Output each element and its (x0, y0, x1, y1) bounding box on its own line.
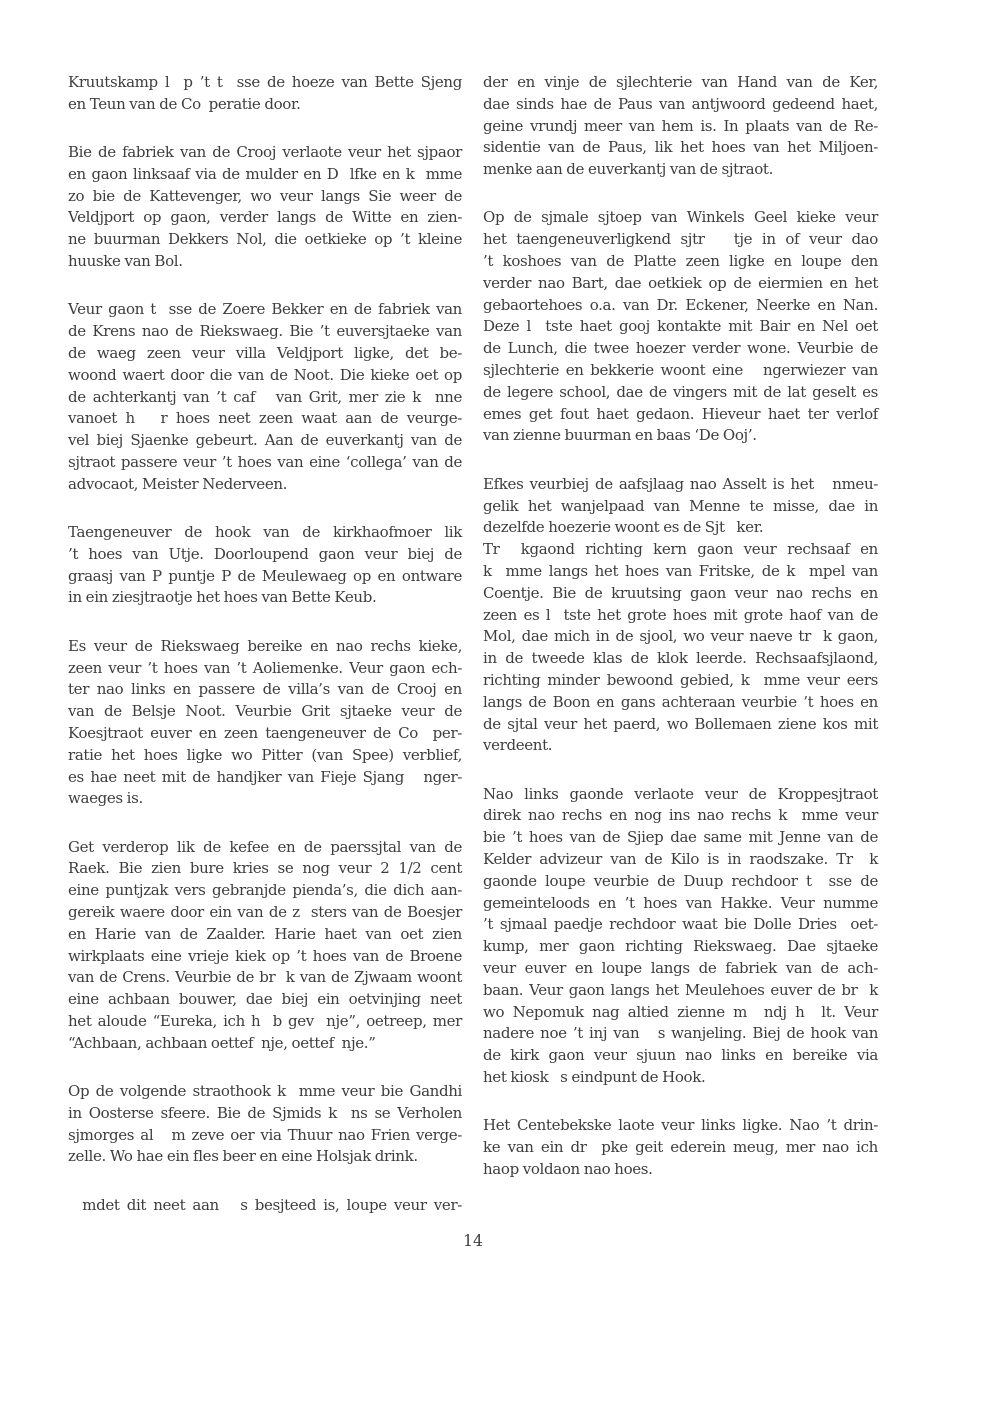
text-line: en gaon linksaaf via de mulder en D lfke en k mme (68, 164, 462, 183)
text-line: eine puntjzak vers gebranjde pienda’s, die dich aan- (68, 881, 462, 900)
text-line: nadere noe ’t inj van s wanjeling. Biej de hook van (483, 1024, 878, 1043)
text-line: ter nao links en passere de villa’s van de Crooj en (68, 680, 462, 699)
text-line: Coentje. Bie de kruutsing gaon veur nao rechs en (483, 583, 878, 602)
text-line: ’t koshoes van de Platte zeen ligke en loupe den (483, 252, 878, 271)
paragraph (483, 72, 878, 181)
text-line: sjtraot passere veur ’t hoes van eine ‘collega’ van de (68, 452, 462, 471)
text-line: ’t hoes van Utje. Doorloupend gaon veur biej de (68, 544, 462, 563)
text-line: Tr kgaond richting kern gaon veur rechsaaf en (483, 540, 878, 559)
text-line: Mol, dae mich in de sjool, wo veur naeve tr k gaon, (483, 627, 878, 646)
text-line: in Oosterse sfeere. Bie de Sjmids k ns se Verholen (68, 1103, 462, 1122)
text-line: gereik waere door ein van de z sters van de Boesjer (68, 903, 462, 921)
text-line: geine vrundj meer van hem is. In plaats van de Re- (483, 116, 878, 135)
text-line: baan. Veur gaon langs het Meulehoes euver de br k (483, 980, 878, 999)
text-line: Efkes veurbiej de aafsjlaag nao Asselt is het nmeu- (483, 474, 878, 493)
text-line: Op de volgende straothook k mme veur bie Gandhi (68, 1082, 462, 1101)
text-line: dae sinds hae de Paus van antjwoord gedeend haet, (483, 94, 878, 113)
text-line: veur euver en loupe langs de fabriek van de ach- (483, 958, 878, 977)
text-line: en Harie van de Zaalder. Harie haet van oet zien (68, 924, 462, 943)
text-line: gelik het wanjelpaad van Menne te misse, dae in (483, 496, 878, 515)
paragraph (483, 474, 878, 539)
text-line: en Teun van de Co peratie door. (68, 94, 301, 113)
text-line: Taengeneuver de hook van de kirkhaofmoer lik (68, 523, 462, 542)
paragraph (483, 207, 878, 447)
text-line: Bie de fabriek van de Crooj verlaote veur het sjpaor (68, 143, 462, 162)
text-line: het aloude “Eureka, ich h b gev nje”, oetreep, mer (68, 1011, 462, 1030)
text-line: bie ’t hoes van de Sjiep dae same mit Jenne van de (483, 828, 878, 847)
text-line: Kelder advizeur van de Kilo is in raodszake. Tr k (483, 850, 878, 868)
text-line: emes get fout haet gedaon. Hieveur haet ter verlof (483, 404, 878, 423)
paragraph (68, 837, 462, 1055)
text-line: gemeinteloods en ’t hoes van Hakke. Veur numme (483, 893, 878, 912)
text-line: de achterkantj van ’t caf van Grit, mer zie k nne (68, 387, 462, 406)
right-column (483, 72, 878, 1243)
text-line: van de Crens. Veurbie de br k van de Zjwaam woont (68, 968, 462, 987)
text-line: wirkplaats eine vrieje kiek op ’t hoes van de Broene (68, 946, 462, 965)
text-line: Het Centebekske laote veur links ligke. Nao ’t drin- (483, 1116, 878, 1135)
text-line: Es veur de Riekswaeg bereike en nao rechs kieke, (68, 636, 462, 655)
text-block (68, 72, 878, 1243)
paragraph (68, 1195, 462, 1217)
paragraph (68, 522, 462, 609)
text-line: verdeent. (483, 736, 553, 755)
text-line: de legere school, dae de vingers mit de lat geselt es (483, 382, 878, 401)
text-line: k mme langs het hoes van Fritske, de k mpel van (483, 561, 878, 580)
text-line: gaonde loupe veurbie de Duup rechdoor t sse de (483, 871, 878, 890)
text-line: zeen veur ’t hoes van ’t Aoliemenke. Veur gaon ech- (68, 658, 462, 677)
text-line: menke aan de euverkantj van de sjtraot. (483, 160, 774, 179)
text-line: langs de Boon en gans achteraan veurbie ’t hoes en (483, 692, 878, 711)
text-line: sjlechterie en bekkerie woont eine ngerwiezer van (483, 361, 878, 380)
text-line: het kiosk s eindpunt de Hook. (483, 1067, 706, 1086)
text-line: woond waert door die van de Noot. Die kieke oet op (68, 365, 462, 384)
text-line: waeges is. (68, 789, 143, 808)
text-line: direk nao rechs en nog ins nao rechs k mme veur (483, 806, 878, 825)
text-line: sidentie van de Paus, lik het hoes van het Miljoen- (483, 138, 878, 157)
text-line: eine achbaan bouwer, dae biej ein oetvinjing neet (68, 990, 462, 1009)
text-line: de kirk gaon veur sjuun nao links en bereike via (483, 1046, 878, 1065)
text-line: der en vinje de sjlechterie van Hand van de Ker, (483, 73, 878, 91)
left-column (68, 72, 462, 1243)
paragraph (483, 539, 878, 757)
text-line: gebaortehoes o.a. van Dr. Eckener, Neerke en Nan. (483, 295, 878, 314)
paragraph (483, 784, 878, 1089)
text-line: de Krens nao de Riekswaeg. Bie ’t euversjtaeke van (68, 322, 462, 341)
text-line: vanoet h r hoes neet zeen waat aan de veurge- (68, 409, 462, 428)
text-line: advocaot, Meister Nederveen. (68, 474, 288, 493)
text-line: Nao links gaonde verlaote veur de Kroppesjtraot (483, 784, 878, 803)
paragraph (483, 1115, 878, 1180)
text-line: Raek. Bie zien bure kries se nog veur 2 1/2 cent (68, 859, 462, 878)
paragraph (68, 299, 462, 495)
text-line: verder nao Bart, dae oetkiek op de eiermien en het (483, 273, 878, 292)
paragraph (68, 1081, 462, 1168)
text-line: in de tweede klas de klok leerde. Rechsaafsjlaond, (483, 649, 878, 668)
text-line: wo Nepomuk nag altied zienne m ndj h lt. Veur (483, 1002, 878, 1021)
text-line: huuske van Bol. (68, 252, 183, 271)
text-line: Get verderop lik de kefee en de paerssjtal van de (68, 837, 462, 856)
page-number: 14 (463, 1232, 483, 1250)
text-line: Deze l tste haet gooj kontakte mit Bair en Nel oet (483, 317, 878, 336)
text-line: richting minder bewoond gebied, k mme veur eers (483, 670, 878, 689)
text-line: mdet dit neet aan s besjteed is, loupe veur ver- (68, 1195, 462, 1214)
text-line: zo bie de Kattevenger, wo veur langs Sie weer de (68, 186, 462, 205)
text-line: ne buurman Dekkers Nol, die oetkieke op ’t kleine (68, 230, 462, 249)
text-line: zeen es l tste het grote hoes mit grote haof van de (483, 605, 878, 624)
text-line: Veur gaon t sse de Zoere Bekker en de fabriek van (68, 300, 462, 319)
text-line: van zienne buurman en baas ‘De Ooj’. (483, 426, 757, 445)
paragraph (68, 142, 462, 273)
text-line: de waeg zeen veur villa Veldjport ligke, det be- (68, 343, 462, 362)
text-line: van de Belsje Noot. Veurbie Grit sjtaeke veur de (68, 702, 462, 721)
text-line: ke van ein dr pke geit ederein meug, mer nao ich (483, 1138, 878, 1157)
text-line: in ein ziesjtraotje het hoes van Bette Keub. (68, 588, 377, 607)
text-line: Veldjport op gaon, verder langs de Witte en zien- (68, 208, 462, 227)
text-line: “Achbaan, achbaan oettef nje, oettef nje.” (68, 1033, 376, 1052)
text-line: de sjtal veur het paerd, wo Bollemaen ziene kos mit (483, 714, 878, 733)
text-line: Kruutskamp l p ’t t sse de hoeze van Bette Sjeng (68, 73, 462, 91)
text-line: graasj van P puntje P de Meulewaeg op en ontware (68, 566, 462, 585)
text-line: kump, mer gaon richting Riekswaeg. Dae sjtaeke (483, 937, 878, 956)
text-line: het taengeneuverligkend sjtr tje in of veur dao (483, 230, 878, 249)
text-line: haop voldaon nao hoes. (483, 1159, 653, 1178)
text-line: es hae neet mit de handjker van Fieje Sjang nger- (68, 767, 462, 786)
text-line: ratie het hoes ligke wo Pitter (van Spee) verblief, (68, 745, 462, 764)
text-line: de Lunch, die twee hoezer verder wone. Veurbie de (483, 339, 878, 358)
paragraph (68, 636, 462, 810)
text-line: Koesjtraot euver en zeen taengeneuver de Co per- (68, 723, 462, 742)
text-line: dezelfde hoezerie woont es de Sjt ker. (483, 518, 764, 537)
text-line: sjmorges al m zeve oer via Thuur nao Frien verge- (68, 1125, 462, 1144)
text-line: Op de sjmale sjtoep van Winkels Geel kieke veur (483, 208, 878, 227)
text-line: vel biej Sjaenke gebeurt. Aan de euverkantj van de (68, 431, 462, 450)
text-line: zelle. Wo hae ein fles beer en eine Holsjak drink. (68, 1147, 418, 1166)
text-line: ’t sjmaal paedje rechdoor waat bie Dolle Dries oet- (483, 915, 878, 934)
paragraph (68, 72, 462, 116)
